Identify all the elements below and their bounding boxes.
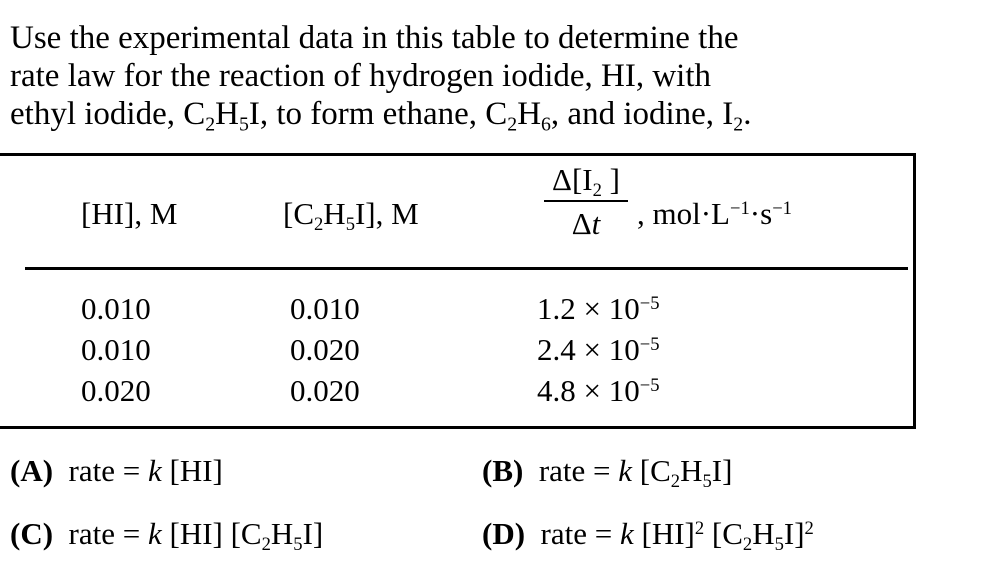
cell-rate: $2.4 \times 10^{-5}$ bbox=[537, 332, 660, 367]
cell-hi: 0.020 bbox=[81, 373, 151, 408]
question-line-3: ethyl iodide, $C_2H_5I$, to form ethane, $C_2H_6$, and iodine, $I_2$. bbox=[10, 96, 752, 136]
cell-c2h5i: 0.020 bbox=[290, 373, 360, 408]
table-header-divider bbox=[25, 267, 908, 270]
question-line-1: Use the experimental data in this table to determine the bbox=[10, 20, 739, 56]
cell-hi: 0.010 bbox=[81, 291, 151, 326]
option-d[interactable]: (D) rate = k [HI]$^2$ $[C_2H_5I]^2$ bbox=[482, 516, 814, 555]
col-c2h5i-header: $[C_2H_5I]$, M bbox=[283, 196, 419, 235]
col-hi-header: [HI], M bbox=[81, 196, 178, 231]
question-line-2: rate law for the reaction of hydrogen iodide, HI, with bbox=[10, 58, 712, 94]
cell-hi: 0.010 bbox=[81, 332, 151, 367]
cell-rate: $4.8 \times 10^{-5}$ bbox=[537, 373, 660, 408]
rate-fraction bbox=[542, 160, 630, 242]
rate-denominator: Δt bbox=[571, 206, 601, 241]
rate-numerator: $\Delta[I_2$ ] bbox=[552, 162, 620, 201]
option-b[interactable]: (B) rate = k $[C_2H_5I]$ bbox=[482, 453, 733, 492]
option-c[interactable]: (C) rate = k [HI] $[C_2H_5I]$ bbox=[10, 516, 324, 555]
cell-c2h5i: 0.010 bbox=[290, 291, 360, 326]
col-rate-units: , $mol\cdot L^{-1}\cdot s^{-1}$ bbox=[637, 196, 792, 231]
option-a[interactable]: (A) rate = k [HI] bbox=[10, 453, 223, 488]
cell-c2h5i: 0.020 bbox=[290, 332, 360, 367]
cell-rate: $1.2 \times 10^{-5}$ bbox=[537, 291, 660, 326]
